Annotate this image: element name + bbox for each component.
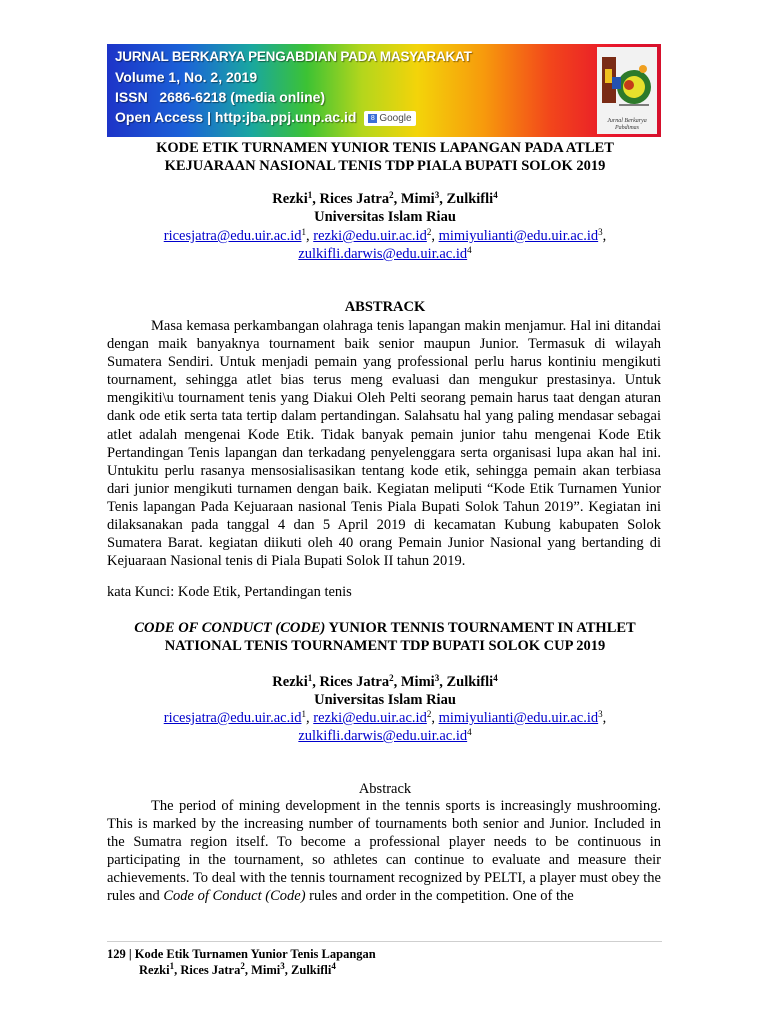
author-name: Mimi	[400, 674, 435, 690]
footer-author-sup: 1	[169, 961, 175, 971]
banner-text	[115, 47, 472, 127]
logo-caption: Jurnal Berkarya Pabdimas	[607, 118, 647, 131]
footer-row-2: Rezki$^1$, Rices Jatra$^2$, Mimi$^3$, Zulkifli$^4$	[139, 961, 336, 977]
issn-value: 2686-6218 (media online)	[159, 89, 326, 105]
title-en-line2: NATIONAL TENIS TOURNAMENT TDP BUPATI SOLOK CUP 2019	[164, 638, 606, 654]
google-scholar-badge[interactable]	[364, 111, 415, 126]
email-sup: 1	[301, 709, 306, 719]
journal-banner	[107, 44, 661, 137]
page-footer	[107, 946, 376, 978]
email-sup: 3	[598, 227, 603, 237]
email-sup: 4	[467, 727, 472, 737]
journal-logo-icon	[597, 47, 657, 123]
abstract-text-id: Masa kemasa perkambangan olahraga tenis lapangan makin menjamur. Hal ini ditandai dengan maik banyaknya tournament baik senior maupun Junior. Termasuk di wilayah Sumatera Sendiri. Untuk menjadi pemain yang professional perlu harus kontiniu mengikuti tournament, sehingga atlet bias terus meng evaluasi dan mengukur prestasinya. Untuk mengikiti\u tournament tenis yang Diakui Oleh Pelti seorang pemain harus taat dengan aturan dank ode etik serta tata tertip dalam pertandingan. Salahsatu hal yang paling mendasar sebagai atlet adalah mengenai Kode Etik. Tidak banyak pemain junior tahu mengenai Kode Etik Pertandingan Tenis lapangan dan terkadang penyelenggara serta organisasi lupa akan hal ini. Untukitu perlu rasanya mensosialisasikan tentang kode etik, sehingga pemain akan terbiasa dari junior mengikuti turnamen dengan baik. Kegiatan meliputi “Kode Etik Turnamen Yunior Tenis lapangan Pada Kejuaraan nasional Tenis Piala Bupati Solok Tahun 2019”. Kegiatan ini dilaksanakan pada tanggal 4 dan 5 April 2019 di kecamatan Kubung kabupaten Solok Sumatera Barat. kegiatan diikuti oleh 40 orang Pemain Junior Nasional yang bertanding di Kejuaraan Nasional tenis di Piala Bupati Solok II tahun 2019.	[107, 318, 661, 570]
email-link[interactable]: zulkifli.darwis@edu.uir.ac.id	[298, 728, 468, 744]
issn-label: ISSN	[115, 89, 148, 105]
email-link[interactable]: mimiyulianti@edu.uir.ac.id	[438, 710, 599, 726]
author-sup: 3	[434, 190, 440, 200]
footer-author-sup: 2	[240, 961, 245, 971]
google-icon: 8	[368, 114, 377, 123]
page-number: 129	[107, 947, 126, 961]
email-list-id: $ricesjatra@edu.uir.ac.id^1$, $rezki@edu.uir.ac.id^2$, $mimiyulianti@edu.uir.ac.id^3$, $zulkifli.darwis@edu.uir.ac.id^4$	[163, 227, 607, 262]
paper-title-id	[105, 139, 665, 175]
footer-author: Mimi	[251, 963, 281, 977]
email-sup: 4	[467, 245, 472, 255]
footer-author: Rezki	[139, 963, 170, 977]
email-sup: 2	[426, 709, 432, 719]
abstract-heading-id: ABSTRACK	[344, 299, 426, 315]
title-id-line2: KEJUARAAN NASIONAL TENIS TDP PIALA BUPATI SOLOK 2019	[164, 158, 606, 174]
author-name: Rezki	[272, 674, 308, 690]
email-sup: 3	[598, 709, 603, 719]
abstract-body-en	[107, 797, 661, 906]
author-sup: 4	[493, 673, 498, 683]
journal-open-access	[115, 107, 472, 127]
title-en-line1	[105, 619, 665, 637]
author-list-en: Rezki$^1$, Rices Jatra$^2$, Mimi$^3$, Zulkifli$^4$	[272, 673, 498, 690]
open-access-link[interactable]: Open Access | http:jba.ppj.unp.ac.id	[115, 109, 357, 125]
email-link[interactable]: zulkifli.darwis@edu.uir.ac.id	[298, 246, 468, 262]
author-sup: 1	[307, 673, 313, 683]
journal-title: JURNAL BERKARYA PENGABDIAN PADA MASYARAKAT	[115, 49, 472, 64]
affiliation-id: Universitas Islam Riau	[314, 209, 456, 225]
footer-author: Zulkifli	[291, 963, 332, 977]
footer-author: Rices Jatra	[180, 963, 241, 977]
email-link[interactable]: ricesjatra@edu.uir.ac.id	[163, 710, 302, 726]
journal-logo	[597, 47, 657, 134]
author-sup: 2	[389, 190, 394, 200]
email-link[interactable]: rezki@edu.uir.ac.id	[313, 228, 427, 244]
email-sup: 1	[301, 227, 306, 237]
keywords-id: kata Kunci: Kode Etik, Pertandingan tenis	[107, 584, 352, 600]
email-list-en: $ricesjatra@edu.uir.ac.id^1$, $rezki@edu.uir.ac.id^2$, $mimiyulianti@edu.uir.ac.id^3$, $zulkifli.darwis@edu.uir.ac.id^4$	[163, 709, 607, 744]
title-en-italic: CODE OF CONDUCT (CODE)	[134, 620, 326, 636]
journal-volume: Volume 1, No. 2, 2019	[115, 69, 258, 85]
author-name: Rices Jatra	[319, 191, 390, 207]
email-link[interactable]: mimiyulianti@edu.uir.ac.id	[438, 228, 599, 244]
footer-divider	[107, 941, 662, 942]
title-en-rest: YUNIOR TENNIS TOURNAMENT IN ATHLET	[325, 620, 636, 636]
abstract-body-id	[107, 317, 661, 570]
author-sup: 2	[389, 673, 394, 683]
author-sup: 1	[307, 190, 313, 200]
author-name: Rices Jatra	[319, 674, 390, 690]
footer-row-1: 129 | Kode Etik Turnamen Yunior Tenis Lapangan	[107, 947, 376, 961]
email-link[interactable]: ricesjatra@edu.uir.ac.id	[163, 228, 302, 244]
author-name: Mimi	[400, 191, 435, 207]
author-sup: 4	[493, 190, 498, 200]
footer-author-sup: 3	[280, 961, 285, 971]
abstract-heading-en: Abstrack	[358, 781, 412, 797]
abstract-text-en-italic: Code of Conduct (Code)	[163, 888, 306, 905]
affiliation-en: Universitas Islam Riau	[314, 692, 456, 708]
title-id-line1: KODE ETIK TURNAMEN YUNIOR TENIS LAPANGAN PADA ATLET	[156, 140, 614, 156]
paper-title-en	[105, 619, 665, 655]
abstract-text-en-2: rules and order in the competition. One of the	[305, 888, 574, 905]
author-name: Rezki	[272, 191, 308, 207]
author-name: Zulkifli	[446, 674, 494, 690]
running-title: Kode Etik Turnamen Yunior Tenis Lapangan	[134, 947, 376, 961]
author-sup: 3	[434, 673, 440, 683]
abstract-text-en-1: The period of mining development in the tennis sports is increasingly mushrooming. This is marked by the increasing number of tournaments both senior and Junior. Included in the Sumatra region itself. To become a professional player needs to be continuous in participating in the tournament, so athletes can continue to evaluate and measure their achievements. To deal with the tennis tournament recognized by PELTI, a player must obey the rules and	[107, 798, 661, 905]
author-list-id: Rezki$^1$, Rices Jatra$^2$, Mimi$^3$, Zulkifli$^4$	[272, 190, 498, 207]
email-sup: 2	[426, 227, 432, 237]
email-link[interactable]: rezki@edu.uir.ac.id	[313, 710, 427, 726]
journal-issn	[115, 87, 472, 107]
footer-author-sup: 4	[331, 961, 336, 971]
author-name: Zulkifli	[446, 191, 494, 207]
google-badge-label: Google	[379, 112, 412, 124]
